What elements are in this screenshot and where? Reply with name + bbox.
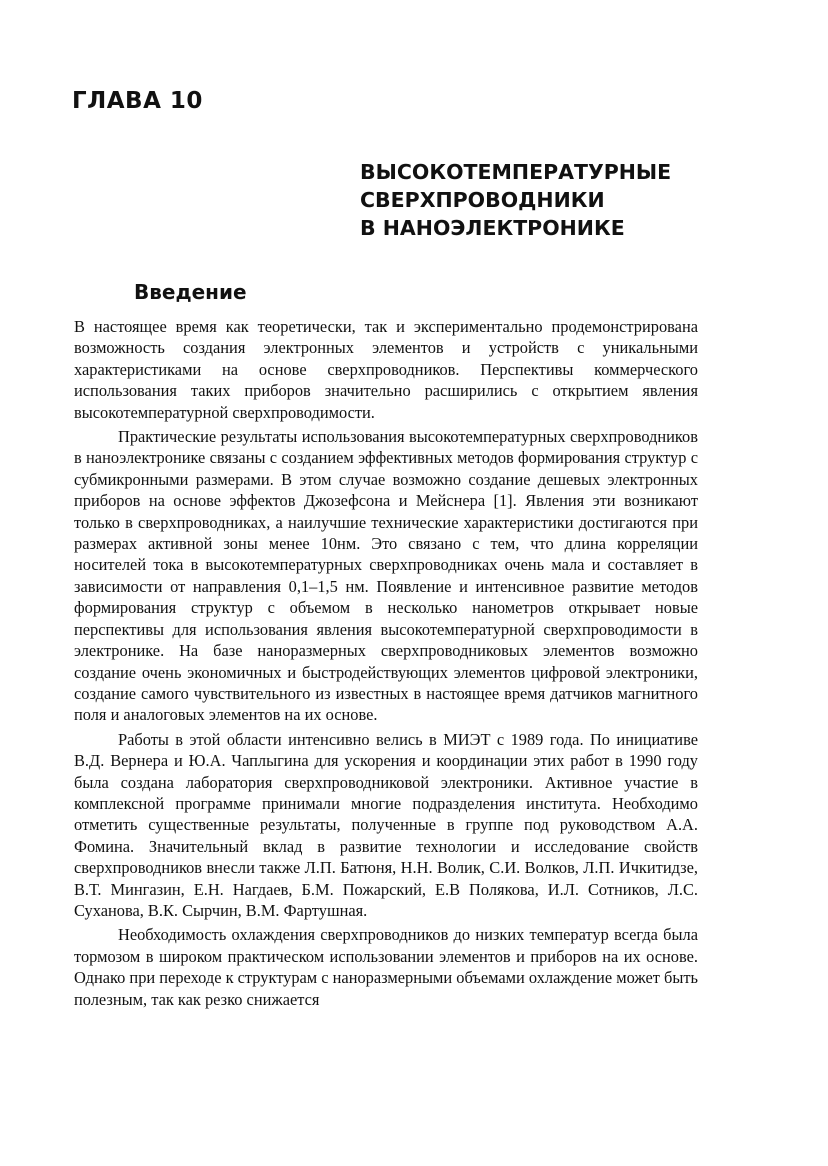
chapter-title-line-2: СВЕРХПРОВОДНИКИ	[360, 188, 605, 212]
paragraph-3: Работы в этой области интенсивно велись в МИЭТ с 1989 года. По инициативе В.Д. Вернера и Ю.А. Чаплыгина для ускорения и координации этих работ в 1990 году была создана лаборатория сверхпроводниковой электроники. Активное участие в комплексной программе принимали многие подразделения института. Необходимо отметить существенные результаты, полученные в группе под руководством А.А. Фомина. Значительный вклад в развитие технологии и исследование свойств сверхпроводников внесли также Л.П. Батюня, Н.Н. Волик, С.И. Волков, Л.П. Ичкитидзе, В.Т. Мингазин, Е.Н. Нагдаев, Б.М. Пожарский, Е.В Полякова, И.Л. Сотников, Л.С. Суханова, В.К. Сырчин, В.М. Фартушная.	[74, 729, 698, 920]
chapter-title-line-3: В НАНОЭЛЕКТРОНИКЕ	[360, 216, 625, 240]
chapter-title	[360, 158, 760, 242]
body-text	[74, 316, 698, 1012]
chapter-title-line-1: ВЫСОКОТЕМПЕРАТУРНЫЕ	[360, 160, 672, 184]
paragraph-2: Практические результаты использования высокотемпературных сверхпроводников в наноэлектронике связаны с созданием эффективных методов формирования структур с субмикронными размерами. В этом случае возможно создание дешевых электронных приборов на основе эффектов Джозефсона и Мейснера [1]. Явления эти возникают только в сверхпроводниках, а наилучшие технические характеристики достигаются при размерах активной зоны менее 10нм. Это связано с тем, что длина корреляции носителей тока в высокотемпературных сверхпроводниках очень мала и составляет в зависимости от направления 0,1–1,5 нм. Появление и интенсивное развитие методов формирования структур с объемом в несколько нанометров открывает новые перспективы для использования явления высокотемпературной сверхпроводимости в электронике. На базе наноразмерных сверхпроводниковых элементов возможно создание очень экономичных и быстродействующих элементов цифровой электроники, создание самого чувствительного из известных в настоящее время датчиков магнитного поля и аналоговых элементов на их основе.	[74, 427, 698, 725]
paragraph-1: В настоящее время как теоретически, так и экспериментально продемонстрирована возможность создания электронных элементов и устройств с уникальными характеристиками на основе сверхпроводников. Перспективы коммерческого использования таких приборов значительно расширились с открытием явления высокотемпературной сверхпроводимости.	[74, 317, 698, 422]
paragraph-4: Необходимость охлаждения сверхпроводников до низких температур всегда была тормозом в широком практическом использовании элементов и приборов на их основе. Однако при переходе к структурам с наноразмерными объемами охлаждение может быть полезным, так как резко снижается	[74, 925, 698, 1009]
chapter-label: ГЛАВА 10	[72, 88, 203, 114]
section-title: Введение	[134, 280, 247, 304]
